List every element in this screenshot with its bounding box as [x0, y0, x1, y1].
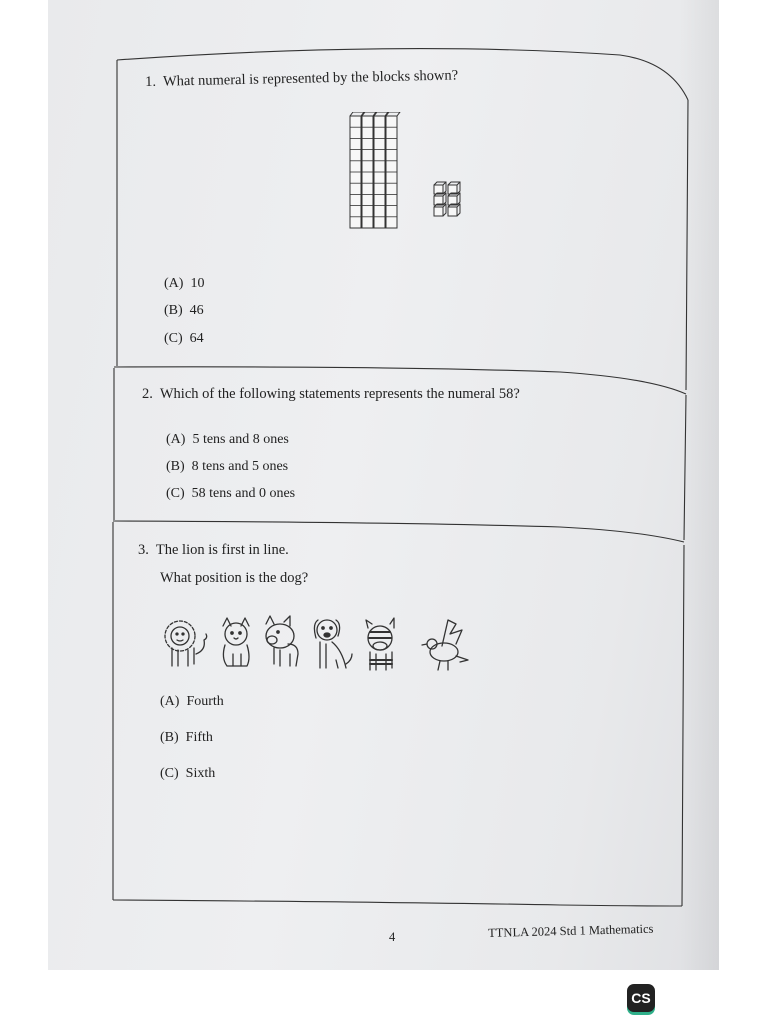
q2-option-a[interactable] — [166, 432, 289, 448]
one-cube — [448, 193, 460, 205]
question-2-text: Which of the following statements represents the numeral 58? — [159, 386, 520, 402]
question-2 — [142, 386, 520, 403]
scanner-logo-text: CS — [631, 990, 651, 1006]
option-letter: (C) — [160, 766, 179, 781]
zebra-icon — [366, 618, 394, 670]
ten-rod — [386, 112, 400, 228]
option-text: Sixth — [185, 766, 216, 781]
scanner-logo — [627, 984, 655, 1012]
animal-line — [158, 614, 478, 678]
question-3-number: 3. — [138, 542, 149, 558]
option-text: Fourth — [186, 694, 224, 709]
base-ten-blocks — [346, 112, 470, 234]
option-letter: (B) — [160, 730, 179, 745]
q3-option-c[interactable] — [160, 766, 215, 782]
question-3 — [138, 542, 289, 559]
option-letter: (A) — [166, 432, 186, 447]
one-cube — [448, 182, 460, 194]
lion-icon — [165, 621, 207, 666]
option-letter: (C) — [166, 486, 185, 501]
footer-title: TTNLA 2024 Std 1 Mathematics — [488, 921, 654, 940]
q2-option-c[interactable] — [166, 486, 295, 502]
option-text: Fifth — [185, 730, 213, 745]
q1-option-a[interactable] — [164, 276, 204, 292]
option-text: 8 tens and 5 ones — [191, 459, 289, 474]
option-text: 5 tens and 8 ones — [192, 432, 289, 447]
option-text: 46 — [189, 303, 204, 318]
one-cube — [434, 182, 446, 194]
tens-rods — [350, 112, 400, 228]
question-2-number: 2. — [142, 386, 153, 402]
option-letter: (B) — [166, 459, 185, 474]
cat-icon — [223, 618, 249, 666]
q1-option-c[interactable] — [164, 331, 204, 347]
option-letter: (A) — [160, 694, 180, 709]
question-3-text: The lion is first in line. — [155, 542, 289, 558]
option-text: 58 tens and 0 ones — [191, 486, 296, 501]
option-letter: (C) — [164, 331, 183, 346]
one-cube — [448, 204, 460, 216]
page-number: 4 — [389, 930, 396, 944]
option-letter: (A) — [164, 276, 184, 291]
option-text: 64 — [189, 331, 204, 346]
question-1-text: What numeral is represented by the blocks shown? — [162, 67, 459, 90]
one-cube — [434, 193, 446, 205]
ones-cubes — [434, 182, 460, 216]
question-1-number: 1. — [145, 73, 157, 90]
q3-option-a[interactable] — [160, 694, 224, 710]
dog-icon — [314, 620, 352, 668]
q1-option-b[interactable] — [164, 303, 204, 319]
option-letter: (B) — [164, 303, 183, 318]
option-text: 10 — [190, 276, 205, 291]
pig-icon — [266, 616, 298, 666]
bird-icon — [422, 620, 468, 670]
question-3-text-2: What position is the dog? — [160, 570, 309, 586]
q3-option-b[interactable] — [160, 730, 213, 746]
q2-option-b[interactable] — [166, 459, 288, 475]
one-cube — [434, 204, 446, 216]
